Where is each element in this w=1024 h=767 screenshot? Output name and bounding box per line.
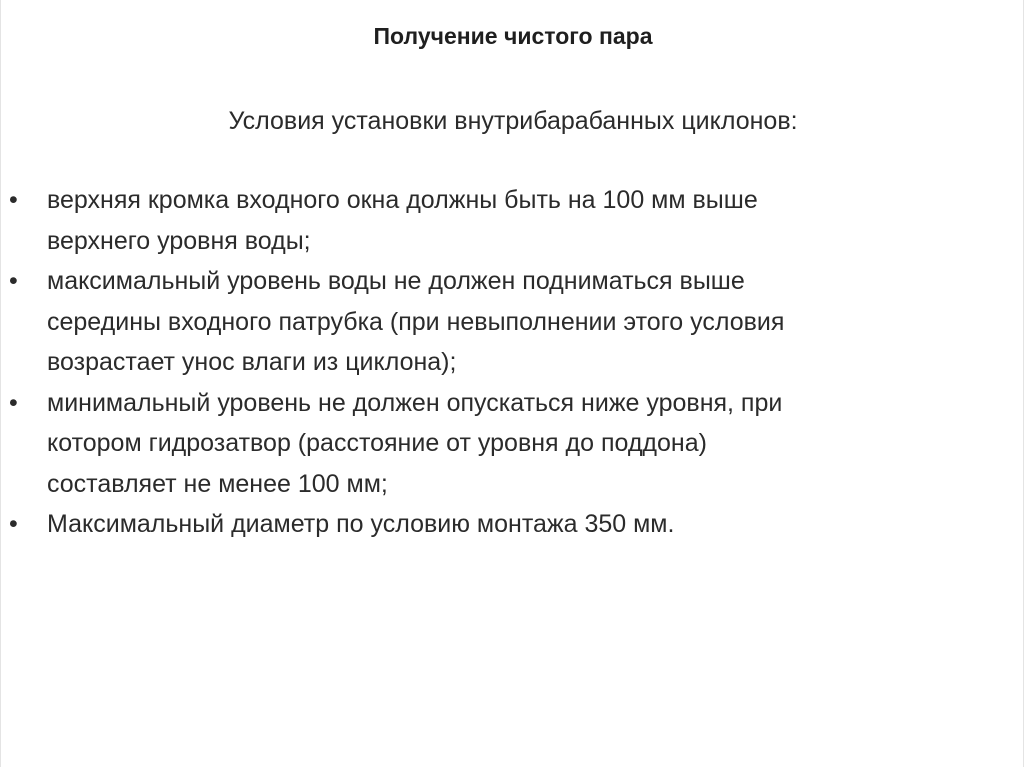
bullet-item (1, 261, 1001, 383)
bullet-line: середины входного патрубка (при невыполнении этого условия (47, 307, 785, 336)
bullet-icon: • (9, 388, 18, 417)
bullet-item (1, 180, 1001, 261)
bullet-item (1, 383, 1001, 505)
slide-subtitle: Условия установки внутрибарабанных циклонов: (228, 107, 798, 135)
bullet-line: Максимальный диаметр по условию монтажа 350 мм. (47, 510, 675, 538)
bullet-icon: • (9, 186, 18, 214)
slide-title: Получение чистого пара (373, 23, 653, 49)
bullet-line: верхнего уровня воды; (47, 226, 311, 255)
bullet-list (1, 180, 1001, 545)
bullet-line: максимальный уровень воды не должен подниматься выше (47, 267, 745, 295)
bullet-item (1, 504, 1001, 545)
bullet-line: верхняя кромка входного окна должны быть на 100 мм выше (47, 186, 758, 214)
bullet-icon: • (9, 510, 18, 538)
bullet-icon: • (9, 267, 18, 295)
bullet-line: минимальный уровень не должен опускаться ниже уровня, при (47, 388, 783, 417)
bullet-line: котором гидрозатвор (расстояние от уровня до поддона) (47, 429, 707, 457)
bullet-line: составляет не менее 100 мм; (47, 469, 388, 498)
bullet-line: возрастает унос влаги из циклона); (47, 348, 457, 376)
